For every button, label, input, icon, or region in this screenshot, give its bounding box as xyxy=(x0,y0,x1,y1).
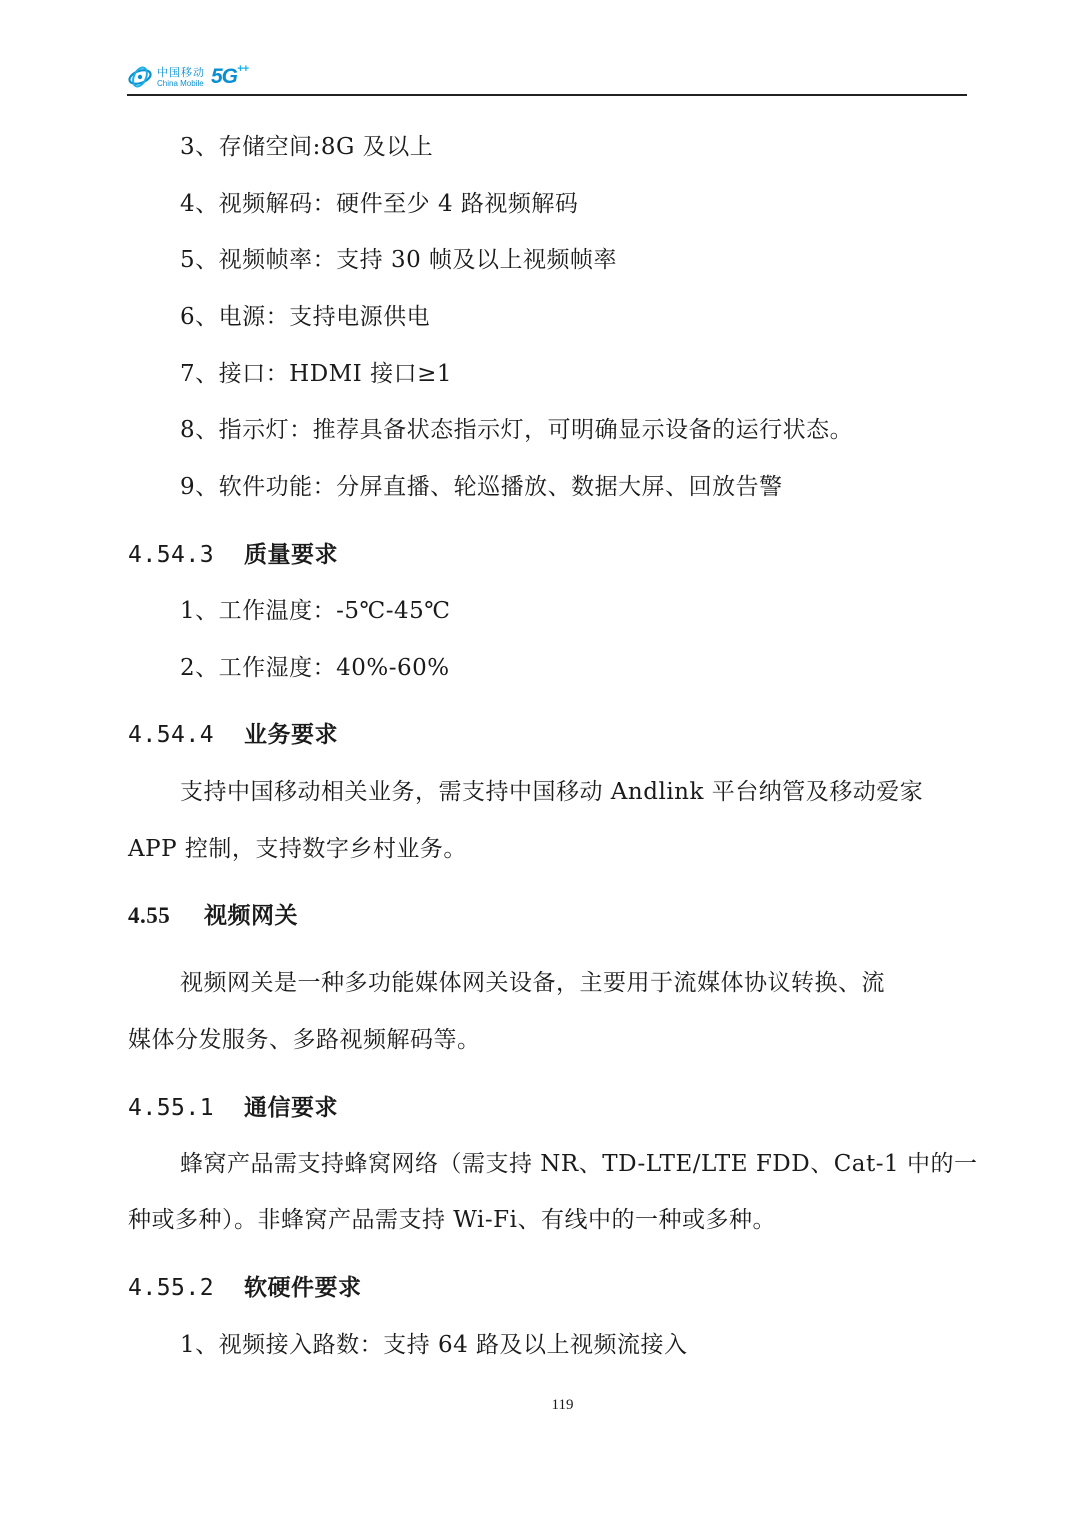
page-number: 119 xyxy=(551,1397,574,1413)
section-heading-4-55-1 xyxy=(128,1089,338,1122)
section-heading-4-54-4 xyxy=(128,716,338,749)
section-number: 4.55.1 xyxy=(128,1095,215,1121)
comm-paragraph-line-2: 种或多种）。非蜂窝产品需支持 Wi-Fi、有线中的一种或多种。 xyxy=(128,1207,776,1233)
section-title: 视频网关 xyxy=(204,903,298,929)
storage-spec: 3、存储空间:8G 及以上 xyxy=(180,134,434,160)
business-paragraph-line-2: APP 控制，支持数字乡村业务。 xyxy=(128,836,467,862)
section-number: 4.55 xyxy=(128,903,171,928)
temperature-spec: 1、工作温度：-5℃-45℃ xyxy=(180,598,451,624)
section-heading-4-54-3 xyxy=(128,536,338,569)
gateway-paragraph-line-1: 视频网关是一种多功能媒体网关设备，主要用于流媒体协议转换、流 xyxy=(180,970,885,996)
page-header xyxy=(127,58,967,96)
gateway-paragraph-line-2: 媒体分发服务、多路视频解码等。 xyxy=(128,1027,481,1053)
section-title: 质量要求 xyxy=(244,542,338,568)
section-title: 业务要求 xyxy=(244,722,338,748)
power-spec: 6、电源：支持电源供电 xyxy=(180,304,431,330)
section-title: 软硬件要求 xyxy=(244,1275,362,1301)
video-access-spec: 1、视频接入路数：支持 64 路及以上视频流接入 xyxy=(180,1332,688,1358)
comm-paragraph-line-1: 蜂窝产品需支持蜂窝网络（需支持 NR、TD-LTE/LTE FDD、Cat-1 中的一 xyxy=(180,1151,978,1177)
section-number: 4.54.4 xyxy=(128,722,215,748)
logo-chinese-text: 中国移动 xyxy=(157,65,205,79)
software-spec: 9、软件功能：分屏直播、轮巡播放、数据大屏、回放告警 xyxy=(180,474,783,500)
video-decode-spec: 4、视频解码：硬件至少 4 路视频解码 xyxy=(180,191,579,217)
section-number: 4.55.2 xyxy=(128,1275,215,1301)
china-mobile-swirl-icon xyxy=(127,64,153,90)
business-paragraph-line-1: 支持中国移动相关业务，需支持中国移动 Andlink 平台纳管及移动爱家 xyxy=(180,779,924,805)
logo-5g-mark xyxy=(211,65,248,89)
logo-5g-plus: ++ xyxy=(237,63,248,75)
china-mobile-logo xyxy=(127,62,248,92)
section-heading-4-55 xyxy=(128,897,298,930)
frame-rate-spec: 5、视频帧率：支持 30 帧及以上视频帧率 xyxy=(180,247,618,273)
logo-english-text: China Mobile xyxy=(157,78,204,88)
humidity-spec: 2、工作湿度：40%-60% xyxy=(180,655,450,681)
logo-5g-text: 5G xyxy=(211,65,238,88)
interface-spec: 7、接口：HDMI 接口≥1 xyxy=(180,361,452,387)
indicator-spec: 8、指示灯：推荐具备状态指示灯，可明确显示设备的运行状态。 xyxy=(180,417,854,443)
section-heading-4-55-2 xyxy=(128,1269,362,1302)
section-number: 4.54.3 xyxy=(128,542,215,568)
section-title: 通信要求 xyxy=(244,1095,338,1121)
